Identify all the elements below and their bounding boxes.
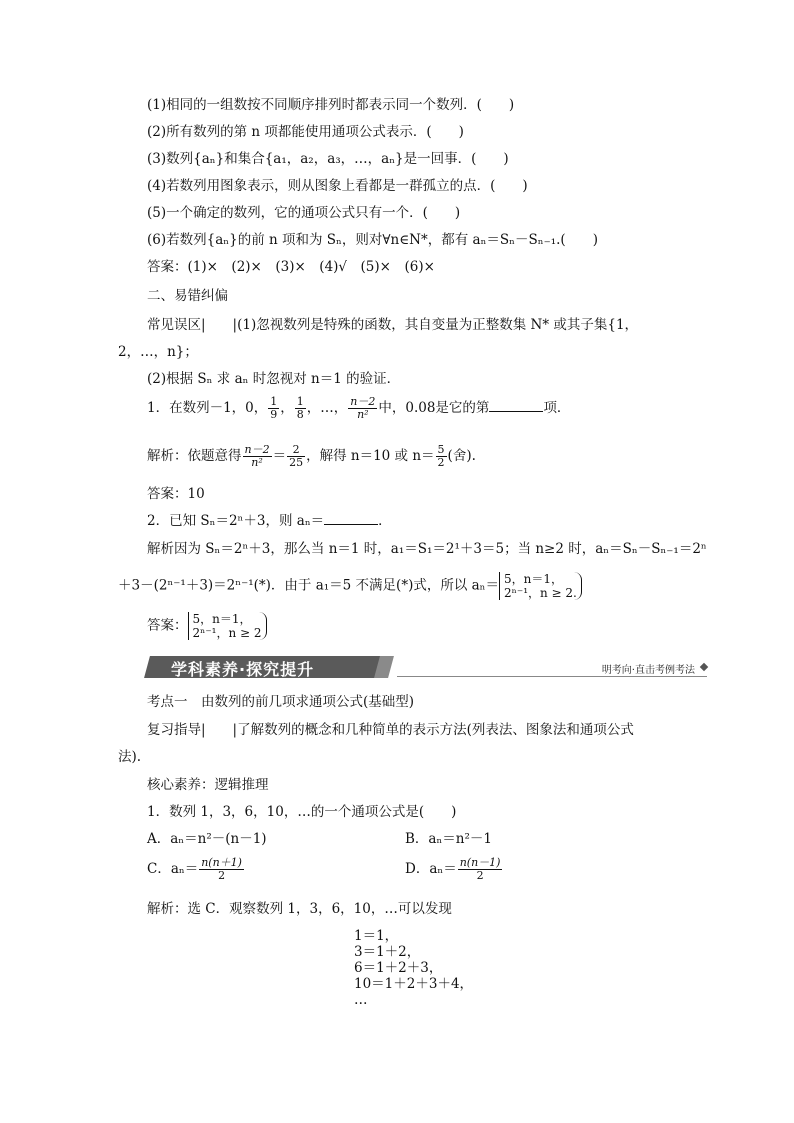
answer-tf: 答案：(1)× (2)× (3)× (4)√ (5)× (6)× <box>147 259 435 275</box>
q1-sol-fraction-3 <box>436 444 447 469</box>
pattern-5: … <box>354 992 368 1008</box>
q2-answer-piece-2: 2ⁿ⁻¹，n ≥ 2 <box>192 626 262 640</box>
q2-answer-label: 答案： <box>147 617 188 634</box>
q1-f1-num: 1 <box>270 395 278 408</box>
q1-sol-f3-num: 5 <box>437 443 445 456</box>
section-banner <box>147 654 707 680</box>
review-guide-2: 法). <box>118 749 142 765</box>
mc-d-num: n(n－1) <box>459 856 501 869</box>
section-title-2: 二、易错纠偏 <box>147 288 228 304</box>
mc-d-den: 2 <box>476 869 484 882</box>
question-tf-4: (4)若数列用图象表示，则从图象上看都是一群孤立的点．( ) <box>147 178 528 194</box>
mc-c-fraction <box>199 857 244 882</box>
q1-f2-den: 8 <box>296 408 304 421</box>
q1-sol-f2-den: 25 <box>289 456 304 469</box>
pattern-3: 6＝1＋2＋3， <box>354 960 443 976</box>
common-errors-2: (2)根据 Sₙ 求 aₙ 时忽视对 n＝1 的验证． <box>147 371 401 387</box>
q1-solution <box>147 444 476 469</box>
kaodian-title: 考点一 由数列的前几项求通项公式(基础型) <box>147 694 415 710</box>
mc-option-a: A．aₙ＝n²－(n－1) <box>147 831 267 847</box>
mc-d-prefix: D．aₙ＝ <box>405 861 457 877</box>
q1-sol-prefix: 解析：依题意得 <box>147 448 242 464</box>
q1-f1-den: 9 <box>270 408 278 421</box>
common-errors-1: 常见误区| |(1)忽视数列是特殊的函数，其自变量为正整数集 N* 或其子集{1， <box>147 317 639 333</box>
q2-answer-piece-1: 5，n＝1， <box>192 612 252 626</box>
q1-sol-suffix: (舍). <box>447 448 476 464</box>
q1-sol-eq: ＝ <box>272 448 287 464</box>
mc-option-b: B．aₙ＝n²－1 <box>405 831 493 847</box>
mc-c-prefix: C．aₙ＝ <box>147 861 199 877</box>
q1-answer: 答案：10 <box>147 486 205 502</box>
q1-fraction-2 <box>295 396 306 421</box>
pattern-1: 1＝1， <box>354 928 399 944</box>
question-tf-1: (1)相同的一组数按不同顺序排列时都表示同一个数列．( ) <box>147 97 515 113</box>
q1-sol-fraction-1 <box>243 444 272 469</box>
mc-option-c <box>147 857 245 882</box>
q2-piecewise <box>499 572 582 600</box>
question-tf-2: (2)所有数列的第 n 项都能使用通项公式表示．( ) <box>147 124 464 140</box>
mc-d-fraction <box>458 857 503 882</box>
pattern-4: 10＝1＋2＋3＋4， <box>354 976 474 992</box>
q1-prefix: 1．在数列－1，0， <box>147 400 268 416</box>
mc-option-d <box>405 857 503 882</box>
q1-sol-f2-num: 2 <box>287 444 305 457</box>
question-1: 1．在数列－1，0， $\frac{1}{9}$ ， $\frac{1}{8}$ ，…， $\frac{n-2}{\text{n²}}$ 中，0.08是它的第 项． <box>147 395 571 421</box>
q1-f2-num: 1 <box>296 395 304 408</box>
q2-answer <box>147 612 267 640</box>
q1-sol-mid: ，解得 n＝10 或 n＝ <box>306 448 435 464</box>
banner-subtitle: 明考向·直击考例考法 <box>601 665 695 676</box>
mc-question: 1．数列 1，3，6，10，…的一个通项公式是( ) <box>147 804 457 820</box>
q2-solution-2 <box>118 572 582 600</box>
core-literacy: 核心素养：逻辑推理 <box>147 777 269 793</box>
question-2 <box>147 512 392 530</box>
q1-f3-num: n－2 <box>350 395 376 408</box>
q1-blank[interactable] <box>489 399 543 412</box>
common-errors-1b: 2，…，n}； <box>118 344 198 360</box>
q1-sol-f3-den: 2 <box>437 456 445 469</box>
q1-mid: ，…， <box>306 400 348 416</box>
mc-c-num: n(n＋1) <box>201 856 242 869</box>
banner-title: 学科素养·探究提升 <box>171 660 315 679</box>
q1-f3-den: n² <box>357 408 369 421</box>
q1-fraction-1 <box>268 396 279 421</box>
q2-piece-1: 5，n＝1， <box>504 572 564 586</box>
q1-sol-f1-den: n² <box>251 456 263 469</box>
q2-sol-2-text: ＋3－(2ⁿ⁻¹＋3)＝2ⁿ⁻¹(*)．由于 a₁＝5 不满足(*)式，所以 aₙ＝ <box>118 577 500 594</box>
q2-solution-1: 解析因为 Sₙ＝2ⁿ＋3，那么当 n＝1 时，a₁＝S₁＝2¹＋3＝5；当 n≥2 时，aₙ＝Sₙ－Sₙ₋₁＝2ⁿ <box>147 541 707 557</box>
q1-tail: 项． <box>543 400 571 416</box>
question-tf-6: (6)若数列{aₙ}的前 n 项和为 Sₙ，则对∀n∈N*，都有 aₙ＝Sₙ－Sₙ₋₁.( ) <box>147 232 598 248</box>
q2-tail: ． <box>378 513 392 529</box>
q2-blank[interactable] <box>324 512 378 525</box>
q2-prefix: 2．已知 Sₙ＝2ⁿ＋3，则 aₙ＝ <box>147 513 325 529</box>
pattern-2: 3＝1＋2， <box>354 944 421 960</box>
mc-c-den: 2 <box>218 869 226 882</box>
review-guide-1: 复习指导| |了解数列的概念和几种简单的表示方法(列表法、图象法和通项公式 <box>147 722 634 738</box>
q2-answer-piecewise <box>188 612 267 640</box>
q1-sol-fraction-2 <box>287 444 305 469</box>
q2-piece-2: 2ⁿ⁻¹，n ≥ 2. <box>504 586 577 600</box>
banner-rule <box>397 676 707 677</box>
diamond-icon <box>700 663 708 671</box>
question-tf-5: (5)一个确定的数列，它的通项公式只有一个．( ) <box>147 205 461 221</box>
mc-solution: 解析：选 C．观察数列 1，3，6，10，…可以发现 <box>147 901 452 917</box>
q1-fraction-3 <box>348 396 377 421</box>
q1-suffix: 中，0.08是它的第 <box>378 400 490 416</box>
q1-sol-f1-num: n－2 <box>244 443 270 456</box>
question-tf-3: (3)数列{aₙ}和集合{a₁，a₂，a₃，…，aₙ}是一回事．( ) <box>147 151 509 167</box>
